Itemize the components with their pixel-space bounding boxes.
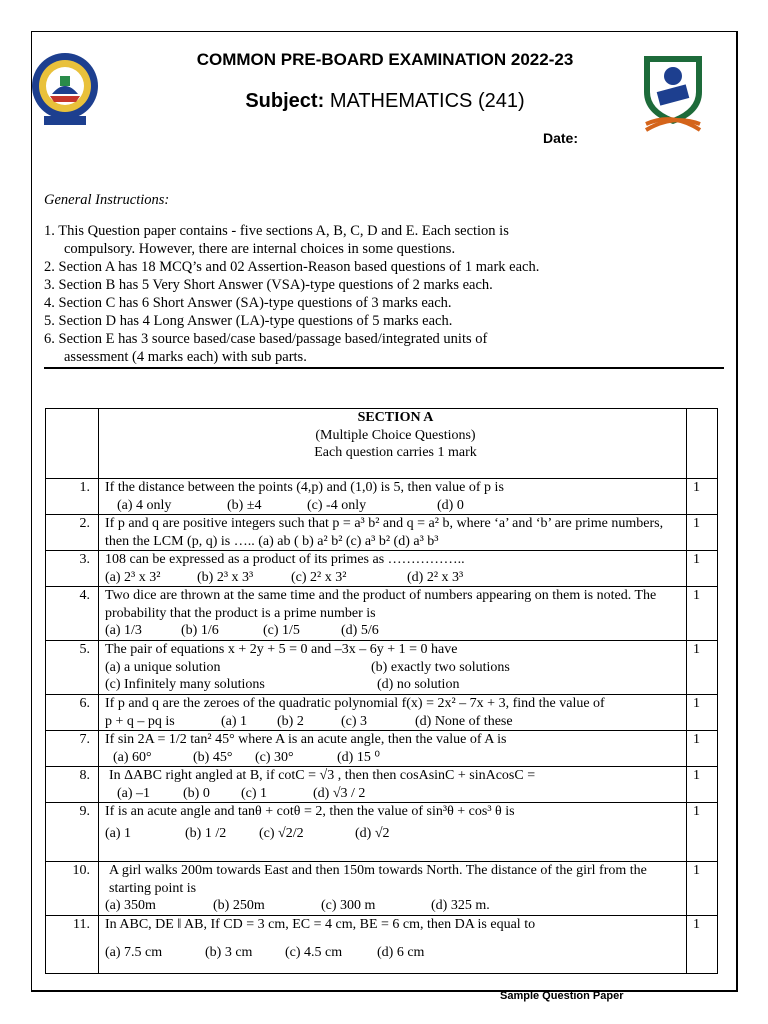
table-row [46, 731, 718, 767]
question-number: 2. [46, 515, 99, 551]
instruction-item: 6. Section E has 3 source based/case based/passage based/integrated units of [44, 331, 488, 347]
option: (c) √2/2 [259, 825, 304, 841]
instruction-item: compulsory. However, there are internal choices in some questions. [64, 241, 456, 257]
question-mark: 1 [687, 731, 718, 767]
question-text: A girl walks 200m towards East and then 150m towards North. The distance of the girl from the starting point is [109, 863, 647, 896]
section-note: Each question carries 1 mark [314, 445, 477, 460]
option: (d) √3 / 2 [313, 785, 366, 801]
option: (d) 2² x 3³ [407, 569, 464, 585]
option: (d) 0 [437, 497, 464, 513]
instruction-item: 2. Section A has 18 MCQ’s and 02 Assertion-Reason based questions of 1 mark each. [44, 259, 540, 275]
instruction-item: 5. Section D has 4 Long Answer (LA)-type questions of 5 marks each. [44, 313, 453, 329]
question-number: 4. [46, 587, 99, 641]
option: (a) 1/3 [105, 623, 142, 638]
question-number: 3. [46, 551, 99, 587]
option: (d) 15 ⁰ [337, 749, 380, 765]
option: (d) None of these [415, 713, 513, 729]
option: (b) exactly two solutions [371, 659, 510, 675]
instruction-item: 4. Section C has 6 Short Answer (SA)-type questions of 3 marks each. [44, 295, 452, 311]
option: (b) 250m [213, 898, 265, 913]
question-options [105, 713, 686, 731]
table-row [46, 515, 718, 551]
option: (b) 2³ x 3³ [197, 569, 254, 585]
question-mark: 1 [687, 515, 718, 551]
question-text: In ABC, DE ǁ AB, If CD = 3 cm, EC = 4 cm, BE = 6 cm, then DA is equal to [105, 917, 536, 932]
instruction-item: assessment (4 marks each) with sub parts. [64, 349, 307, 365]
question-mark: 1 [687, 767, 718, 803]
option: (d) 325 m. [431, 898, 490, 913]
instructions-list [44, 222, 724, 366]
footer-label: Sample Question Paper [500, 990, 624, 1002]
option: (c) 2² x 3² [291, 569, 347, 585]
date-label: Date: [543, 130, 579, 146]
question-number: 5. [46, 641, 99, 695]
question-mark: 1 [687, 916, 718, 974]
option: (c) Infinitely many solutions [105, 677, 265, 692]
table-row [46, 695, 718, 731]
divider [44, 367, 724, 369]
question-text-continued: p + q – pq is [105, 713, 175, 729]
option: (c) 1 [241, 785, 268, 801]
option: (a) 350m [105, 898, 156, 913]
option: (c) 300 m [321, 898, 376, 913]
question-mark: 1 [687, 587, 718, 641]
question-mark: 1 [687, 803, 718, 862]
option: (b) ±4 [227, 497, 262, 513]
question-mark: 1 [687, 862, 718, 916]
table-row [46, 587, 718, 641]
option: (a) a unique solution [105, 659, 221, 675]
subject-line [150, 90, 620, 113]
instruction-item: 1. This Question paper contains - five sections A, B, C, D and E. Each section is [44, 223, 509, 239]
option: (d) √2 [355, 825, 390, 841]
questions-table [45, 408, 718, 974]
question-text: Two dice are thrown at the same time and the product of numbers appearing on them is noted. The probability that the product is a prime number is [105, 588, 657, 621]
question-number: 8. [46, 767, 99, 803]
question-text: If p and q are positive integers such that p = a³ b² and q = a² b, where ‘a’ and ‘b’ are prime numbers, then the LCM (p, q) is ….. (a) ab ( b) a² b² (c) a³ b² (d) a³ b³ [99, 515, 687, 551]
option: (b) 0 [183, 785, 210, 801]
option: (b) 1/6 [181, 623, 219, 638]
question-text: In ΔABC right angled at B, if cotC = √3 , then then cosAsinC + sinAcosC = [109, 768, 536, 783]
question-text: The pair of equations x + 2y + 5 = 0 and –3x – 6y + 1 = 0 have [105, 642, 458, 657]
question-number: 6. [46, 695, 99, 731]
question-options [105, 622, 686, 640]
question-number: 9. [46, 803, 99, 862]
option: (b) 45° [193, 749, 233, 765]
subject-value: MATHEMATICS (241) [329, 90, 525, 112]
section-header-row [46, 409, 718, 479]
question-mark: 1 [687, 551, 718, 587]
instructions-title: General Instructions: [44, 192, 170, 208]
option: (a) 2³ x 3² [105, 569, 161, 585]
question-options [105, 944, 686, 962]
question-mark: 1 [687, 479, 718, 515]
option: (c) 4.5 cm [285, 944, 343, 960]
question-options [105, 569, 686, 587]
option: (c) 30° [255, 749, 294, 765]
question-text: If the distance between the points (4,p) and (1,0) is 5, then value of p is [105, 480, 504, 495]
gulf-sahodaya-logo [30, 50, 100, 128]
board-of-directors-logo [634, 48, 712, 136]
question-number: 11. [46, 916, 99, 974]
table-row [46, 767, 718, 803]
table-row [46, 551, 718, 587]
option: (a) 60° [113, 749, 152, 765]
option: (a) 1 [105, 825, 132, 841]
option: (b) 2 [277, 713, 304, 729]
question-text: 108 can be expressed as a product of its primes as …………….. [105, 552, 465, 567]
question-number: 1. [46, 479, 99, 515]
table-row [46, 916, 718, 974]
option: (c) -4 only [307, 497, 367, 513]
question-mark: 1 [687, 641, 718, 695]
option: (d) no solution [377, 677, 460, 692]
option: (a) –1 [117, 785, 151, 801]
subject-label: Subject: [245, 90, 325, 112]
section-subtitle: (Multiple Choice Questions) [315, 427, 476, 443]
table-row [46, 803, 718, 862]
question-text: If is an acute angle and tanθ + cotθ = 2, then the value of sin³θ + cos³ θ is [105, 804, 515, 819]
option: (a) 7.5 cm [105, 944, 163, 960]
question-options [105, 785, 686, 803]
question-mark: 1 [687, 695, 718, 731]
option: (b) 1 /2 [185, 825, 227, 841]
question-text: If sin 2A = 1/2 tan² 45° where A is an acute angle, then the value of A is [105, 732, 507, 747]
option: (c) 3 [341, 713, 368, 729]
question-options [105, 897, 686, 915]
question-text: If p and q are the zeroes of the quadratic polynomial f(x) = 2x² – 7x + 3, find the value of [105, 696, 605, 711]
option: (b) 3 cm [205, 944, 253, 960]
option: (a) 4 only [117, 497, 172, 513]
question-options [105, 676, 686, 694]
section-title: SECTION A [357, 410, 434, 425]
option: (d) 6 cm [377, 944, 425, 960]
table-row [46, 862, 718, 916]
question-options [105, 825, 686, 843]
question-options [105, 749, 686, 767]
instruction-item: 3. Section B has 5 Very Short Answer (VSA)-type questions of 2 marks each. [44, 277, 493, 293]
question-options [105, 497, 686, 515]
table-row [46, 479, 718, 515]
table-row [46, 641, 718, 695]
question-options [105, 659, 686, 677]
option: (c) 1/5 [263, 623, 300, 638]
option: (a) 1 [221, 713, 248, 729]
option: (d) 5/6 [341, 623, 379, 638]
question-number: 7. [46, 731, 99, 767]
exam-title: COMMON PRE-BOARD EXAMINATION 2022-23 [196, 50, 574, 69]
question-number: 10. [46, 862, 99, 916]
